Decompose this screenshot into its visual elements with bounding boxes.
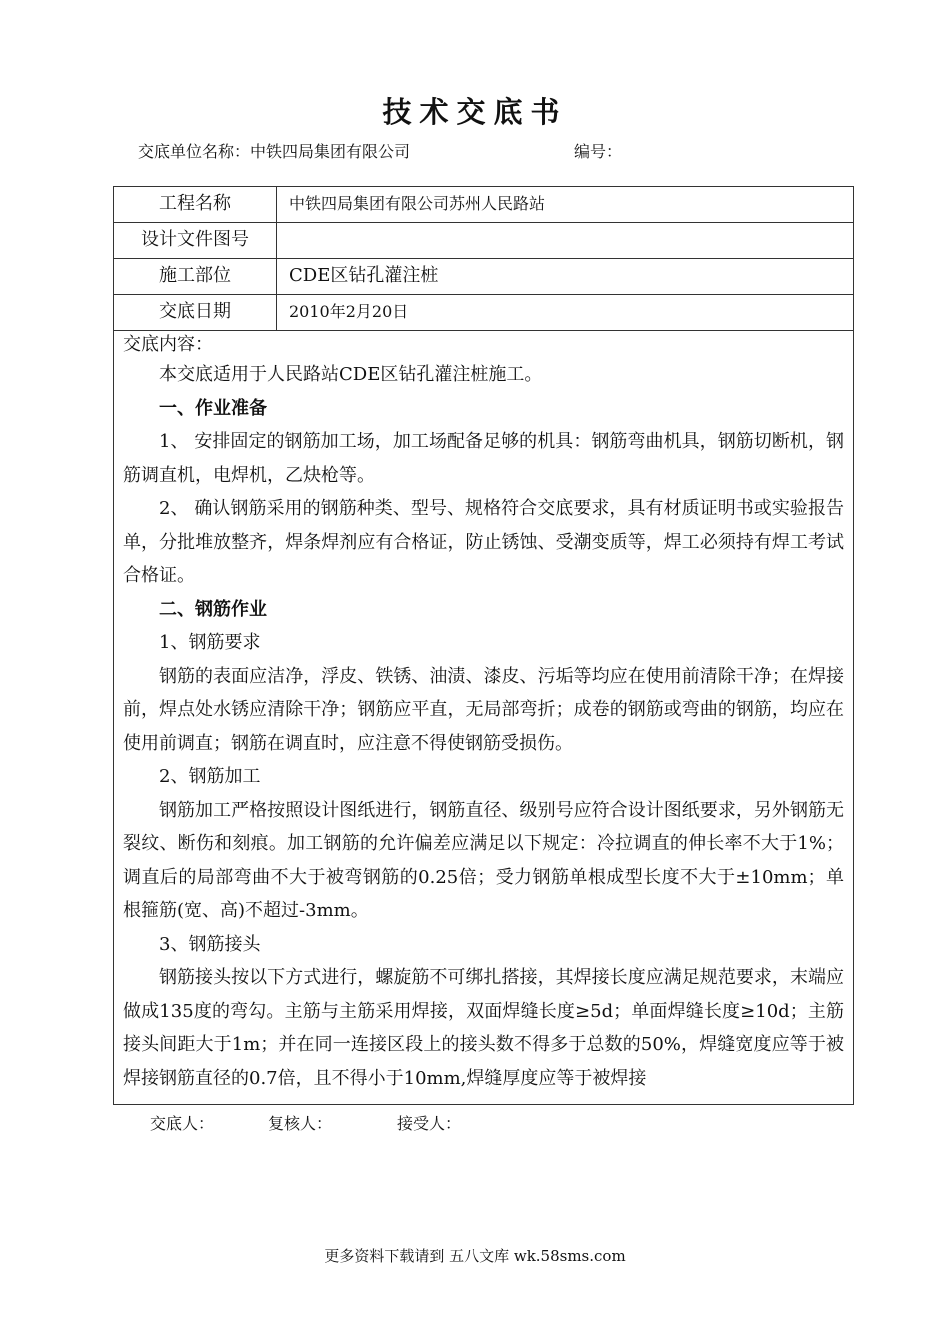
reviewer-signature: 复核人： (268, 1114, 333, 1133)
subsection-heading: 1、钢筋要求 (159, 632, 261, 653)
construction-part-value: CDE区钻孔灌注桩 (289, 265, 439, 286)
section-heading: 二、钢筋作业 (159, 598, 267, 620)
paragraph: 2、 确认钢筋采用的钢筋种类、型号、规格符合交底要求，具有材质证明书或实验报告单，分批堆放整齐，焊条焊剂应有合格证，防止锈蚀、受潮变质等，焊工必须持有焊工考试合格证。 (123, 498, 844, 586)
disclosure-content (114, 332, 853, 1095)
paragraph: 钢筋接头按以下方式进行，螺旋筋不可绑扎搭接，其焊接长度应满足规范要求，末端应做成135度的弯勾。主筋与主筋采用焊接，双面焊缝长度≥5d；单面焊缝长度≥10d；主筋接头间距大于1m；并在同一连接区段上的接头数不得多于总数的50%，焊缝宽度应等于被焊接钢筋直径的0.7倍，且不得小于10mm,焊缝厚度应等于被焊接 (123, 967, 844, 1089)
receiver-signature: 接受人： (397, 1114, 462, 1133)
disclosure-table (113, 186, 854, 1105)
project-name-value: 中铁四局集团有限公司苏州人民路站 (289, 194, 546, 213)
paragraph: 1、 安排固定的钢筋加工场，加工场配备足够的机具：钢筋弯曲机具，钢筋切断机，钢筋调直机，电焊机，乙炔枪等。 (123, 431, 844, 486)
subsection-heading: 3、钢筋接头 (159, 933, 261, 955)
footer-link-text: 更多资料下载请到 五八文库 wk.58sms.com (324, 1247, 626, 1265)
intro-paragraph: 本交底适用于人民路站CDE区钻孔灌注桩施工。 (159, 364, 543, 385)
issuing-unit: 交底单位名称：中铁四局集团有限公司 (138, 142, 411, 161)
table-row-design-drawing (114, 223, 853, 259)
document-number-label: 编号： (574, 142, 623, 161)
table-row-construction-part (114, 259, 853, 295)
section-heading: 一、作业准备 (159, 397, 267, 419)
project-name-label: 工程名称 (114, 187, 277, 222)
subsection-heading: 2、钢筋加工 (159, 766, 261, 787)
paragraph: 钢筋加工严格按照设计图纸进行，钢筋直径、级别号应符合设计图纸要求，另外钢筋无裂纹、断伤和刻痕。加工钢筋的允许偏差应满足以下规定：冷拉调直的伸长率不大于1%；调直后的局部弯曲不大于被弯钢筋的0.25倍；受力钢筋单根成型长度不大于±10mm；单根箍筋(宽、高)不超过-3mm。 (123, 799, 844, 921)
construction-part-label: 施工部位 (114, 259, 277, 294)
table-row-project-name (114, 187, 853, 223)
document-title: 技术交底书 (382, 95, 568, 129)
content-heading: 交底内容： (123, 334, 213, 355)
issuer-signature: 交底人： (150, 1114, 215, 1133)
table-row-date (114, 295, 853, 331)
date-label: 交底日期 (114, 295, 277, 330)
paragraph: 钢筋的表面应洁净，浮皮、铁锈、油渍、漆皮、污垢等均应在使用前清除干净；在焊接前，焊点处水锈应清除干净；钢筋应平直，无局部弯折；成卷的钢筋或弯曲的钢筋，均应在使用前调直；钢筋在调直时，应注意不得使钢筋受损伤。 (123, 665, 844, 754)
date-value: 2010年2月20日 (289, 302, 409, 321)
design-drawing-label: 设计文件图号 (114, 223, 277, 258)
